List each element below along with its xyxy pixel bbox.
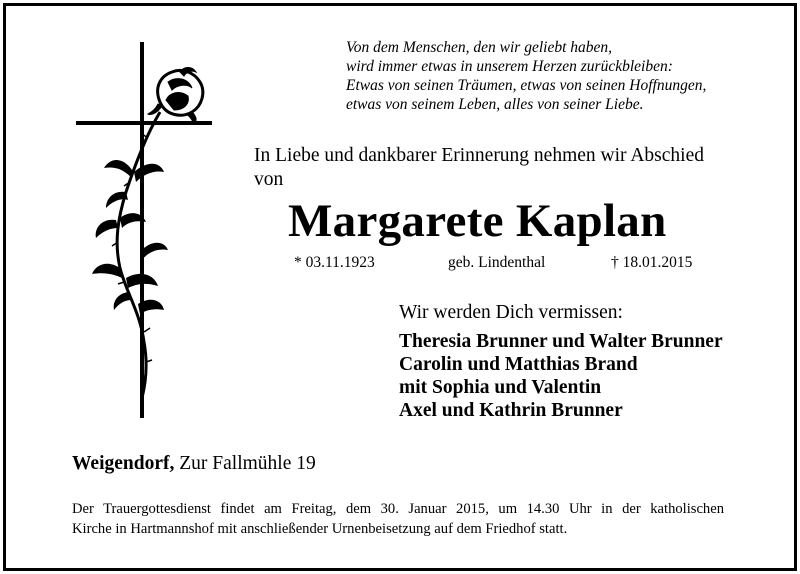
address-street: Zur Fallmühle 19 — [179, 453, 316, 474]
memorial-poem — [346, 38, 706, 114]
poem-line: Etwas von seinen Träumen, etwas von seinen Hoffnungen, — [346, 77, 707, 94]
mourners-list — [399, 330, 723, 422]
cross-with-rose-icon — [68, 42, 218, 418]
mourner-name: Theresia Brunner und Walter Brunner — [399, 331, 723, 352]
service-line: Der Trauergottesdienst findet am Freitag, dem 30. Januar 2015, um 14.30 Uhr in der katholischen — [72, 501, 724, 517]
maiden-name: geb. Lindenthal — [448, 254, 546, 271]
poem-line: etwas von seinem Leben, alles von seiner Liebe. — [346, 96, 644, 113]
address-town: Weigendorf, — [72, 453, 175, 474]
address — [72, 453, 316, 475]
poem-line: wird immer etwas in unserem Herzen zurückbleiben: — [346, 58, 673, 75]
intro-line: von — [254, 169, 284, 190]
mourner-name: mit Sophia und Valentin — [399, 377, 602, 398]
obituary-card — [3, 3, 797, 571]
deceased-name: Margarete Kaplan — [288, 195, 667, 247]
poem-line: Von dem Menschen, den wir geliebt haben, — [346, 39, 613, 56]
birth-date: * 03.11.1923 — [294, 254, 375, 271]
mourners-heading: Wir werden Dich vermissen: — [399, 302, 623, 323]
mourner-name: Axel und Kathrin Brunner — [399, 400, 623, 421]
death-date: † 18.01.2015 — [611, 254, 693, 271]
service-notice — [72, 499, 724, 539]
intro-line: In Liebe und dankbarer Erinnerung nehmen wir Abschied — [254, 145, 704, 166]
farewell-intro — [254, 144, 704, 192]
mourner-name: Carolin und Matthias Brand — [399, 354, 638, 375]
service-line: Kirche in Hartmannshof mit anschließender Urnenbeisetzung auf dem Friedhof statt. — [72, 521, 568, 537]
